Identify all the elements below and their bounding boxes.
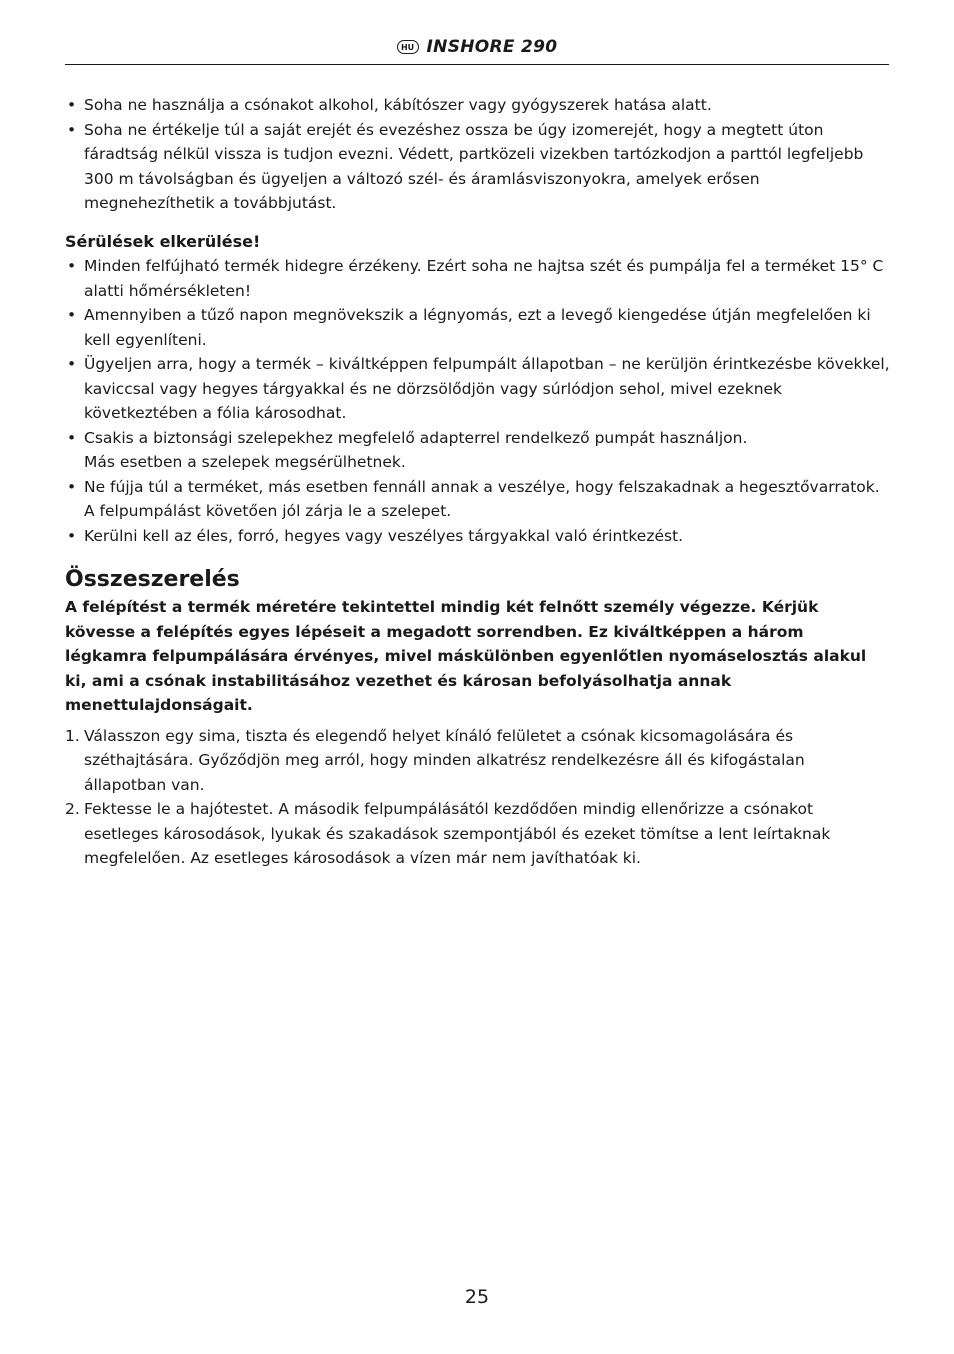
product-title: INSHORE 290 (426, 37, 558, 57)
page-header (65, 30, 889, 65)
step-text: Fektesse le a hajótestet. A második felpumpálásától kezdődően mindig ellenőrizze a csónakot esetleges károsodások, lyukak és szakadások szempontjából és ezeket tömítse a lent leírtaknak megfelelően. Az esetleges károsodások a vízen már nem javíthatóak ki. (84, 800, 831, 867)
list-item: • Csakis a biztonsági szelepekhez megfelelő adapterrel rendelkező pumpát használjon. Más esetben a szelepek megsérülhetnek. (65, 426, 890, 475)
injury-bullet-list (65, 254, 890, 548)
list-item: • Ügyeljen arra, hogy a termék – kiváltképpen felpumpált állapotban – ne kerüljön érintkezésbe kövekkel, kaviccsal vagy hegyes tárgyakkal és ne dörzsölődjön vagy súrlódjon sehol, mivel ezeknek következtében a fólia károsodhat. (65, 352, 890, 426)
page-content (65, 93, 890, 871)
intro-bullet-list (65, 93, 890, 216)
list-item (65, 797, 890, 871)
page-number: 25 (464, 1286, 490, 1308)
step-number: 2. (65, 800, 80, 818)
list-item: • Ne fújja túl a terméket, más esetben fennáll annak a veszélye, hogy felszakadnak a hegesztővarratok. A felpumpálást követően jól zárja le a szelepet. (65, 475, 890, 524)
list-item: • Amennyiben a tűző napon megnövekszik a légnyomás, ezt a levegő kiengedése útján megfelelően ki kell egyenlíteni. (65, 303, 890, 352)
assembly-steps (65, 724, 890, 871)
list-item: • Soha ne értékelje túl a saját erejét és evezéshez ossza be úgy izomerejét, hogy a megtett úton fáradtság nélkül vissza is tudjon evezni. Védett, partközeli vizekben tartózkodjon a parttól legfeljebb 300 m távolságban és ügyeljen a változó szél- és áramlásviszonyokra, amelyek erősen megnehezíthetik a továbbjutást. (65, 118, 890, 216)
list-item: • Minden felfújható termék hidegre érzékeny. Ezért soha ne hajtsa szét és pumpálja fel a terméket 15° C alatti hőmérsékleten! (65, 254, 890, 303)
assembly-heading: Összeszerelés (65, 567, 240, 592)
step-number: 1. (65, 726, 80, 745)
language-badge: HU (397, 40, 419, 54)
list-item: • Kerülni kell az éles, forró, hegyes vagy veszélyes tárgyakkal való érintkezést. (65, 524, 890, 549)
list-item (65, 724, 890, 798)
list-item: • Soha ne használja a csónakot alkohol, kábítószer vagy gyógyszerek hatása alatt. (65, 93, 890, 118)
step-text: Válasszon egy sima, tiszta és elegendő helyet kínáló felületet a csónak kicsomagolására és széthajtására. Győződjön meg arról, hogy minden alkatrész rendelkezésre áll és kifogástalan állapotban van. (84, 726, 805, 794)
assembly-intro: A felépítést a termék méretére tekintettel mindig két felnőtt személy végezze. Kérjük kövesse a felépítés egyes lépéseit a megadott sorrendben. Ez kiváltképpen a három légkamra felpumpálására érvényes, mivel máskülönben egyenlőtlen nyomáselosztás alakul ki, ami a csónak instabilitásához vezethet és károsan befolyásolhatja annak menettulajdonságait. (65, 598, 867, 714)
injury-heading: Sérülések elkerülése! (65, 231, 261, 251)
